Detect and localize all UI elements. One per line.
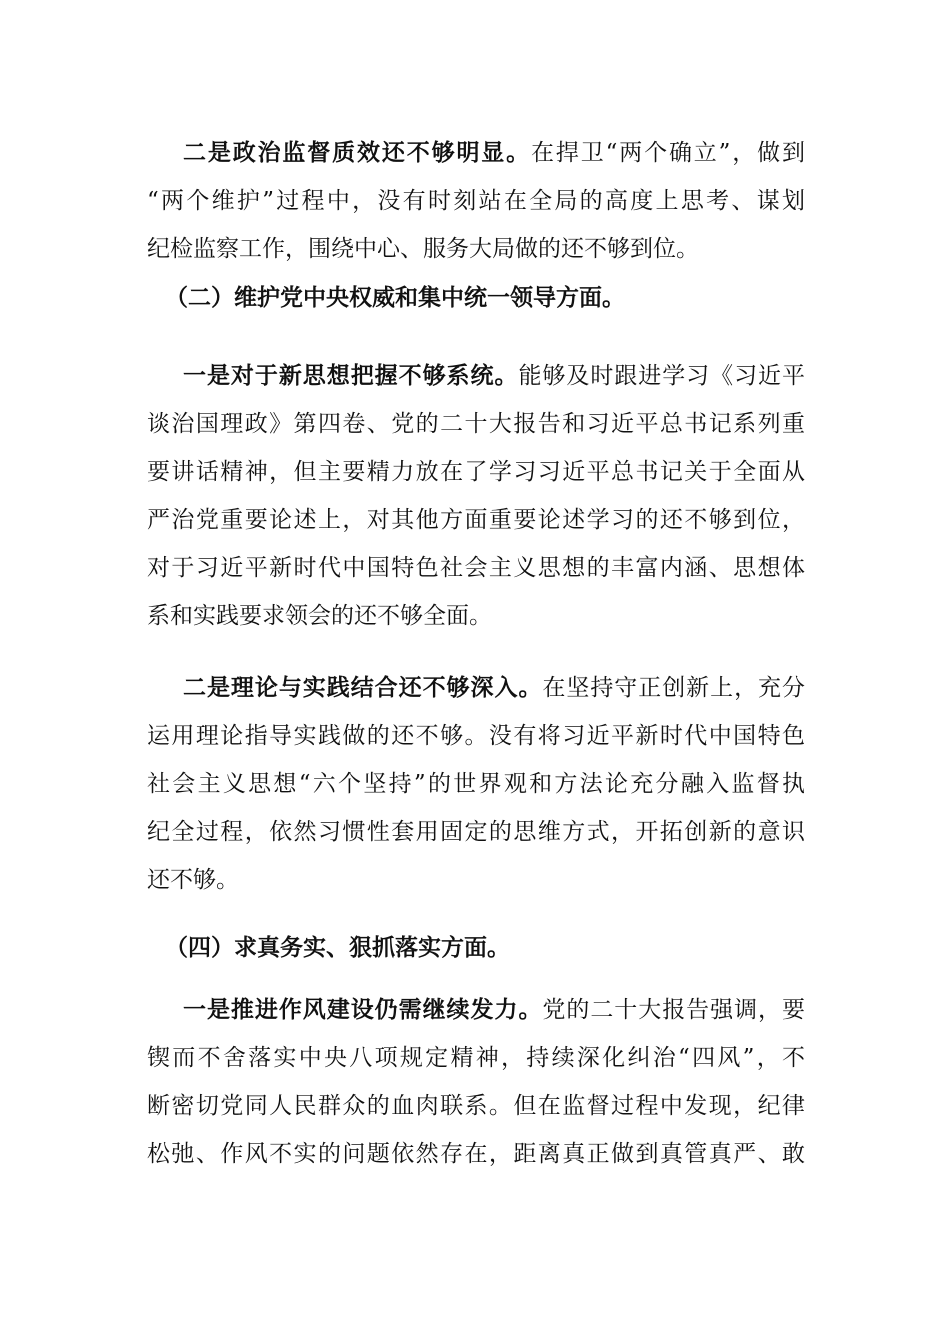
line-text: 谈治国理政》第四卷、党的二十大报告和习近平总书记系列重: [147, 411, 805, 437]
paragraph-line: [147, 1139, 805, 1169]
paragraph-line: [147, 1043, 805, 1073]
bold-lead: 二是理论与实践结合还不够深入。: [183, 674, 543, 701]
paragraph-line: [183, 361, 805, 391]
paragraph-line: [147, 553, 805, 583]
paragraph-line: [147, 865, 805, 895]
section-heading: [165, 283, 805, 313]
paragraph-line: [147, 1091, 805, 1121]
paragraph-line: [147, 457, 805, 487]
section-heading: [165, 933, 805, 963]
line-text: 松弛、作风不实的问题依然存在，距离真正做到真管真严、敢: [147, 1141, 805, 1167]
paragraph-line: [183, 995, 805, 1025]
line-text: 能够及时跟进学习《习近平: [518, 363, 806, 389]
paragraph-line: [183, 138, 805, 168]
line-text: 运用理论指导实践做的还不够。没有将习近平新时代中国特色: [147, 723, 805, 749]
paragraph-line: [183, 673, 805, 703]
bold-lead: 二是政治监督质效还不够明显。: [183, 139, 532, 166]
line-text: 纪检监察工作，围绕中心、服务大局做的还不够到位。: [147, 236, 699, 262]
paragraph-line: [147, 769, 805, 799]
line-text: 纪全过程，依然习惯性套用固定的思维方式，开拓创新的意识: [147, 819, 805, 845]
line-text: 在捍卫“两个确立”，做到: [531, 140, 805, 166]
line-text: 党的二十大报告强调，要: [542, 997, 806, 1023]
paragraph-line: [147, 817, 805, 847]
paragraph-line: [147, 186, 805, 216]
paragraph-line: [147, 409, 805, 439]
paragraph-line: [147, 601, 805, 631]
line-text: 在坚持守正创新上，充分: [542, 675, 806, 701]
line-text: 系和实践要求领会的还不够全面。: [147, 603, 492, 629]
line-text: 要讲话精神，但主要精力放在了学习习近平总书记关于全面从: [147, 459, 805, 485]
heading-text: （二）维护党中央权威和集中统一领导方面。: [165, 284, 625, 311]
paragraph-line: [147, 234, 805, 264]
line-text: 社会主义思想“六个坚持”的世界观和方法论充分融入监督执: [147, 771, 805, 797]
line-text: 断密切党同人民群众的血肉联系。但在监督过程中发现，纪律: [147, 1093, 805, 1119]
bold-lead: 一是对于新思想把握不够系统。: [183, 362, 519, 389]
line-text: 锲而不舍落实中央八项规定精神，持续深化纠治“四风”，不: [147, 1045, 805, 1071]
paragraph-line: [147, 721, 805, 751]
paragraph-line: [147, 505, 805, 535]
line-text: 还不够。: [147, 867, 239, 893]
line-text: 对于习近平新时代中国特色社会主义思想的丰富内涵、思想体: [147, 555, 805, 581]
line-text: 严治党重要论述上，对其他方面重要论述学习的还不够到位，: [147, 507, 805, 533]
heading-text: （四）求真务实、狠抓落实方面。: [165, 934, 510, 961]
line-text: “两个维护”过程中，没有时刻站在全局的高度上思考、谋划: [147, 188, 805, 214]
bold-lead: 一是推进作风建设仍需继续发力。: [183, 996, 543, 1023]
